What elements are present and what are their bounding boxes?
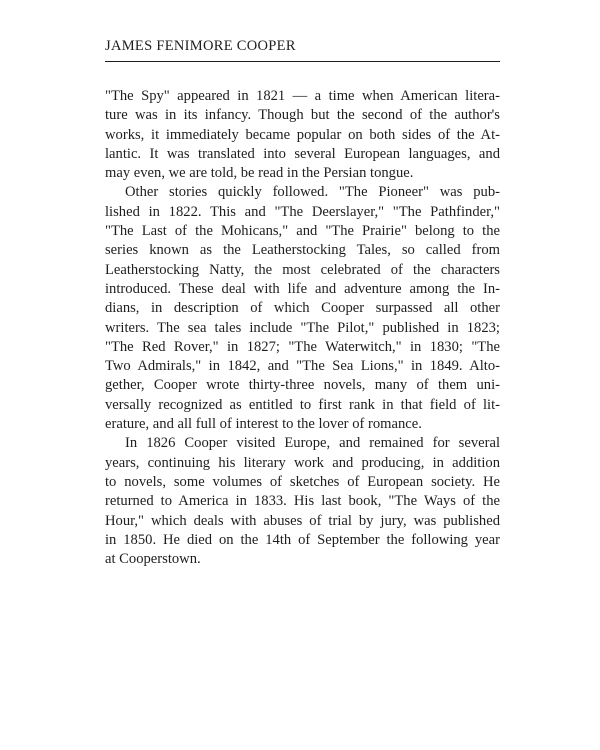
text-line: lantic. It was translated into several European languages, and — [105, 145, 500, 162]
text-line: writers. The sea tales include "The Pilot," published in 1823; — [105, 319, 500, 336]
text-line: Two Admirals," in 1842, and "The Sea Lions," in 1849. Alto- — [105, 358, 500, 375]
text-line: series known as the Leatherstocking Tales, so called from — [105, 242, 500, 259]
text-line: gether, Cooper wrote thirty-three novels, many of them uni- — [105, 377, 500, 394]
text-line: Leatherstocking Natty, the most celebrated of the characters — [105, 261, 500, 278]
text-line: dians, in description of which Cooper surpassed all other — [105, 300, 500, 317]
text-line: works, it immediately became popular on both sides of the At- — [105, 126, 500, 143]
text-line: erature, and all full of interest to the lover of romance. — [105, 416, 422, 433]
text-line: "The Last of the Mohicans," and "The Prairie" belong to the — [105, 223, 500, 240]
text-line: Other stories quickly followed. "The Pioneer" was pub- — [125, 184, 500, 201]
text-line: may even, we are told, be read in the Persian tongue. — [105, 165, 414, 182]
text-line: returned to America in 1833. His last book, "The Ways of the — [105, 493, 500, 510]
text-line: to novels, some volumes of sketches of European society. He — [105, 473, 500, 490]
text-line: years, continuing his literary work and producing, in addition — [105, 454, 500, 471]
page-header — [105, 38, 500, 62]
text-line: "The Spy" appeared in 1821 — a time when American litera- — [105, 88, 500, 104]
paragraph-1 — [105, 87, 500, 183]
running-head: JAMES FENIMORE COOPER — [105, 38, 296, 54]
text-line: versally recognized as entitled to first rank in that field of lit- — [105, 396, 500, 413]
text-line: "The Red Rover," in 1827; "The Waterwitch," in 1830; "The — [105, 338, 500, 355]
body-text — [105, 87, 500, 569]
header-rule — [105, 61, 500, 62]
paragraph-3 — [105, 434, 500, 569]
text-line: ture was in its infancy. Though but the second of the author's — [105, 107, 500, 124]
text-line: at Cooperstown. — [105, 551, 201, 568]
text-line: lished in 1822. This and "The Deerslayer," "The Pathfinder," — [105, 203, 500, 220]
text-line: Hour," which deals with abuses of trial by jury, was published — [105, 512, 500, 529]
text-line: in 1850. He died on the 14th of September the following year — [105, 531, 500, 548]
text-line: introduced. These deal with life and adventure among the In- — [105, 280, 500, 297]
text-line: In 1826 Cooper visited Europe, and remained for several — [125, 435, 500, 452]
paragraph-2 — [105, 183, 500, 434]
